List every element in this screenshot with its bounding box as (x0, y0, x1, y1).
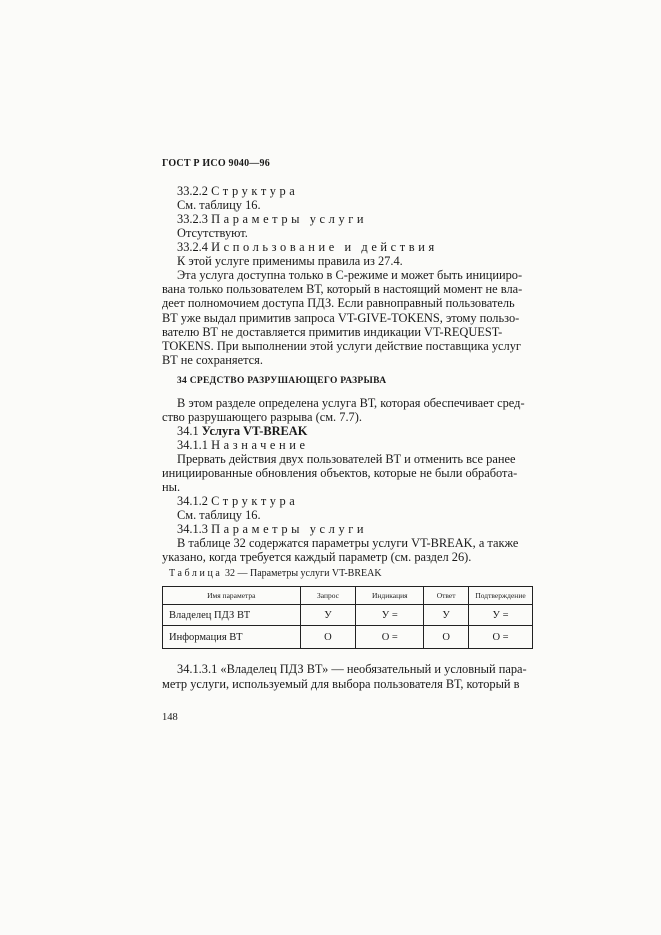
text-line: См. таблицу 16. (177, 508, 261, 522)
subsection-34-1-3 (177, 522, 367, 537)
paragraph-line: ВТ не сохраняется. (162, 353, 263, 367)
paragraph-line: Прервать действия двух пользователей ВТ и отменить все ранее (177, 452, 516, 466)
paragraph-line: вателю ВТ не доставляется примитив индикации VT-REQUEST- (162, 325, 503, 339)
table-cell: У = (356, 605, 424, 626)
section-title: Услуга VT-BREAK (201, 424, 308, 438)
section-number: 34.1.3 (177, 522, 208, 536)
paragraph-line: вана только пользователем ВТ, который в настоящий момент не вла- (162, 282, 523, 296)
column-header: Подтверждение (469, 587, 533, 605)
table-cell: У = (469, 605, 533, 626)
table-cell: О (300, 626, 356, 649)
subsection-34-1-2 (177, 494, 298, 509)
table-cell: О = (469, 626, 533, 649)
table-cell: О = (356, 626, 424, 649)
table-header-row (163, 587, 533, 605)
paragraph-line: В таблице 32 содержатся параметры услуги VT-BREAK, а также (177, 536, 519, 550)
section-number: 33.2.4 (177, 240, 208, 254)
caption-label: Таблица (169, 568, 223, 579)
section-title: Структура (211, 494, 299, 508)
page-number: 148 (162, 712, 178, 723)
section-number: 34.1.2 (177, 494, 208, 508)
subsection-33-2-2 (177, 184, 298, 199)
table-cell: У (300, 605, 356, 626)
paragraph-line: инициированные обновления объектов, которые не были обработа- (162, 466, 518, 480)
paragraph-line: TOKENS. При выполнении этой услуги действие поставщика услуг (162, 339, 521, 353)
section-title: Структура (211, 184, 299, 198)
text-line: См. таблицу 16. (177, 198, 261, 212)
table-row (163, 626, 533, 649)
paragraph-line: Эта услуга доступна только в С-режиме и может быть иницииро- (177, 268, 523, 282)
section-number: 34.1 (177, 424, 199, 438)
section-title: Использование и действия (211, 240, 438, 254)
paragraph-line: ВТ уже выдал примитив запроса VT-GIVE-TOKENS, этому пользо- (162, 311, 520, 325)
paragraph-line: ство разрушающего разрыва (см. 7.7). (162, 410, 362, 424)
text-line: К этой услуге применимы правила из 27.4. (177, 254, 403, 268)
section-number: 34.1.1 (177, 438, 208, 452)
column-header: Ответ (424, 587, 469, 605)
table-cell: Информация ВТ (163, 626, 301, 649)
paragraph-line: ны. (162, 480, 181, 494)
parameters-table (162, 586, 533, 649)
subsection-34-1 (177, 424, 307, 439)
column-header: Запрос (300, 587, 356, 605)
running-header: ГОСТ Р ИСО 9040—96 (162, 158, 270, 169)
column-header: Индикация (356, 587, 424, 605)
subsection-33-2-3 (177, 212, 367, 227)
section-number: 33.2.3 (177, 212, 208, 226)
text-line: Отсутствуют. (177, 226, 248, 240)
table-cell: Владелец ПДЗ ВТ (163, 605, 301, 626)
table-row (163, 605, 533, 626)
paragraph-line: метр услуги, используемый для выбора пользователя ВТ, который в (162, 677, 520, 691)
table-cell: О (424, 626, 469, 649)
section-number: 33.2.2 (177, 184, 208, 198)
section-title: Параметры услуги (211, 212, 368, 226)
section-heading-34: 34 СРЕДСТВО РАЗРУШАЮЩЕГО РАЗРЫВА (177, 376, 387, 386)
section-title: Назначение (211, 438, 309, 452)
paragraph-line: деет полномочием доступа ПДЗ. Если равноправный пользователь (162, 296, 515, 310)
table-caption (169, 568, 382, 579)
paragraph-line: В этом разделе определена услуга ВТ, которая обеспечивает сред- (177, 396, 525, 410)
paragraph-line: указано, когда требуется каждый параметр (см. раздел 26). (162, 550, 472, 564)
column-header: Имя параметра (163, 587, 301, 605)
section-title: Параметры услуги (211, 522, 368, 536)
paragraph-line: 34.1.3.1 «Владелец ПДЗ ВТ» — необязательный и условный пара- (177, 662, 527, 676)
subsection-33-2-4 (177, 240, 438, 255)
subsection-34-1-1 (177, 438, 309, 453)
table-cell: У (424, 605, 469, 626)
caption-text: 32 — Параметры услуги VT-BREAK (224, 568, 382, 579)
